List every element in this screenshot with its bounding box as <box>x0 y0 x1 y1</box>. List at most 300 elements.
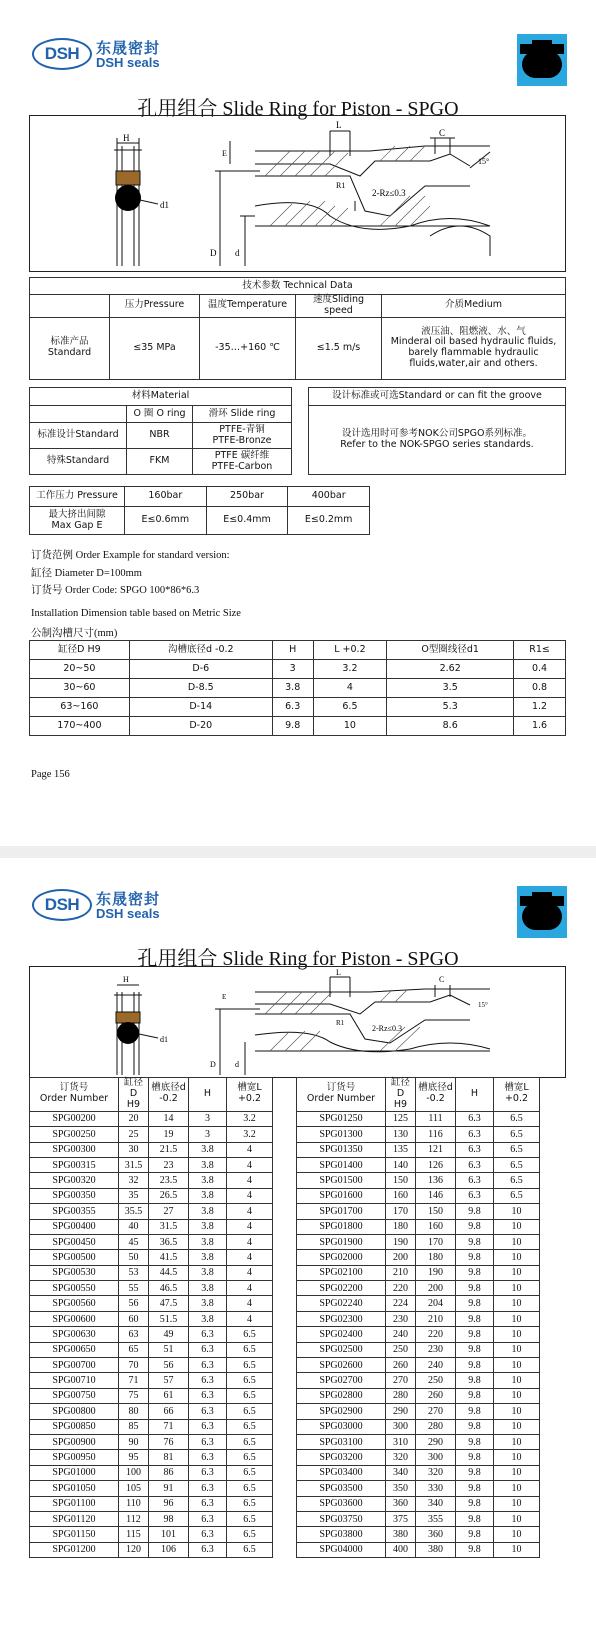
install-row-cell: 30~60 <box>30 679 130 698</box>
parts-row <box>30 1434 273 1449</box>
extrusion-gap-table <box>29 486 370 535</box>
label-d1: d1 <box>160 200 169 210</box>
parts-row-cell: 210 <box>416 1311 456 1326</box>
parts-row-cell: SPG00400 <box>30 1219 119 1234</box>
parts-row-cell: SPG02000 <box>297 1250 386 1265</box>
parts-row-cell: 76 <box>149 1434 189 1449</box>
parts-row-cell: SPG02500 <box>297 1342 386 1357</box>
groove-text: 设计选用时可参考NOK公司SPGO系列标准。 Refer to the NOK-SPGO series standards. <box>309 406 566 475</box>
parts-row-cell: 4 <box>227 1311 273 1326</box>
parts-row-cell: 6.5 <box>227 1327 273 1342</box>
parts-header: 槽宽L +0.2 <box>494 1078 540 1112</box>
parts-row-cell: 4 <box>227 1204 273 1219</box>
parts-row-cell: 355 <box>416 1511 456 1526</box>
parts-row-cell: SPG00850 <box>30 1419 119 1434</box>
tech-title: 技术参数 Technical Data <box>30 278 566 295</box>
parts-row-cell: 380 <box>386 1527 416 1542</box>
parts-row-cell: 340 <box>416 1496 456 1511</box>
label-h: H <box>123 975 129 984</box>
parts-row-cell: 10 <box>494 1373 540 1388</box>
parts-row <box>30 1111 273 1126</box>
parts-row-cell: 4 <box>227 1157 273 1172</box>
parts-row-cell: 6.3 <box>456 1142 494 1157</box>
parts-row-cell: SPG01350 <box>297 1142 386 1157</box>
parts-row <box>297 1142 540 1157</box>
parts-row-cell: 30 <box>119 1142 149 1157</box>
parts-row-cell: 9.8 <box>456 1527 494 1542</box>
parts-row-cell: SPG01500 <box>297 1173 386 1188</box>
parts-row-cell: 230 <box>416 1342 456 1357</box>
parts-row-cell: 63 <box>119 1327 149 1342</box>
parts-row-cell: SPG02800 <box>297 1388 386 1403</box>
parts-row-cell: 6.3 <box>189 1327 227 1342</box>
parts-row-cell: 3.8 <box>189 1204 227 1219</box>
gap-pressure: 250bar <box>206 487 288 507</box>
parts-row-cell: 10 <box>494 1542 540 1557</box>
parts-row-cell: 20 <box>119 1111 149 1126</box>
install-row-cell: D-14 <box>129 698 272 717</box>
technical-data-table <box>29 277 566 380</box>
parts-row-cell: 6.3 <box>456 1127 494 1142</box>
parts-header: 缸径D H9 <box>386 1078 416 1112</box>
parts-row-cell: SPG01250 <box>297 1111 386 1126</box>
parts-row-cell: 300 <box>416 1450 456 1465</box>
parts-row-cell: 71 <box>119 1373 149 1388</box>
parts-row-cell: 260 <box>416 1388 456 1403</box>
install-row-cell: 1.2 <box>514 698 566 717</box>
parts-row-cell: SPG01200 <box>30 1542 119 1557</box>
parts-row-cell: 6.5 <box>494 1111 540 1126</box>
parts-row-cell: 3 <box>189 1127 227 1142</box>
parts-row-cell: SPG02400 <box>297 1327 386 1342</box>
parts-row-cell: SPG01900 <box>297 1234 386 1249</box>
parts-row-cell: 115 <box>119 1527 149 1542</box>
parts-header: H <box>456 1078 494 1112</box>
label-c: C <box>439 128 446 138</box>
install-row <box>30 660 566 679</box>
parts-row-cell: 350 <box>386 1481 416 1496</box>
parts-row-cell: 6.3 <box>189 1373 227 1388</box>
parts-row-cell: 9.8 <box>456 1419 494 1434</box>
parts-row-cell: 3.8 <box>189 1250 227 1265</box>
parts-row <box>297 1450 540 1465</box>
parts-row-cell: 340 <box>386 1465 416 1480</box>
parts-row-cell: 4 <box>227 1188 273 1203</box>
label-r1: R1 <box>336 181 346 190</box>
parts-row-cell: 320 <box>386 1450 416 1465</box>
parts-row <box>297 1358 540 1373</box>
parts-row <box>30 1419 273 1434</box>
install-row-cell: 3.8 <box>272 679 313 698</box>
gap-pressure: 400bar <box>288 487 370 507</box>
logo-english-name: DSH seals <box>96 906 160 921</box>
parts-row-cell: SPG03750 <box>297 1511 386 1526</box>
parts-row-cell: 101 <box>149 1527 189 1542</box>
catalog-page-parts-list <box>0 858 596 1643</box>
install-row-cell: 20~50 <box>30 660 130 679</box>
parts-row-cell: 70 <box>119 1358 149 1373</box>
install-row-cell: 6.3 <box>272 698 313 717</box>
parts-row-cell: 9.8 <box>456 1327 494 1342</box>
parts-row-cell: SPG03000 <box>297 1419 386 1434</box>
install-row-cell: 2.62 <box>387 660 514 679</box>
parts-row-cell: 240 <box>416 1358 456 1373</box>
parts-row-cell: 10 <box>494 1358 540 1373</box>
parts-row-cell: 9.8 <box>456 1219 494 1234</box>
installation-dimension-table <box>29 640 566 736</box>
parts-row-cell: 3.8 <box>189 1281 227 1296</box>
parts-row-cell: 140 <box>386 1157 416 1172</box>
material-row-slide: PTFE-青铜 PTFE-Bronze <box>193 423 292 449</box>
label-l: L <box>336 968 341 977</box>
parts-row-cell: 10 <box>494 1511 540 1526</box>
parts-row-cell: 10 <box>494 1296 540 1311</box>
parts-row <box>297 1157 540 1172</box>
parts-row <box>297 1173 540 1188</box>
parts-row-cell: 180 <box>416 1250 456 1265</box>
order-example-line2: 缸径 Diameter D=100mm <box>31 568 142 579</box>
parts-row-cell: SPG00800 <box>30 1404 119 1419</box>
parts-row-cell: 230 <box>386 1311 416 1326</box>
parts-row-cell: 380 <box>416 1542 456 1557</box>
parts-row-cell: 6.5 <box>494 1127 540 1142</box>
parts-row-cell: SPG00710 <box>30 1373 119 1388</box>
parts-row-cell: SPG02600 <box>297 1358 386 1373</box>
parts-row-cell: SPG02200 <box>297 1281 386 1296</box>
parts-row <box>30 1234 273 1249</box>
parts-row-cell: SPG00530 <box>30 1265 119 1280</box>
parts-row-cell: 6.3 <box>189 1404 227 1419</box>
parts-row-cell: 9.8 <box>456 1434 494 1449</box>
parts-row <box>30 1173 273 1188</box>
logo-mark: DSH <box>32 889 92 921</box>
page-title: 孔用组合 Slide Ring for Piston - SPGO <box>137 98 459 120</box>
parts-row-cell: 35.5 <box>119 1204 149 1219</box>
install-row <box>30 698 566 717</box>
parts-row-cell: 125 <box>386 1111 416 1126</box>
parts-row-cell: 9.8 <box>456 1281 494 1296</box>
parts-row <box>30 1265 273 1280</box>
material-header-blank <box>30 406 127 423</box>
parts-row <box>297 1434 540 1449</box>
tech-header-temperature: 温度Temperature <box>200 295 296 318</box>
parts-row-cell: 375 <box>386 1511 416 1526</box>
seal-drawing-svg <box>30 116 565 271</box>
parts-row <box>30 1527 273 1542</box>
parts-row <box>297 1527 540 1542</box>
parts-header: 槽底径d -0.2 <box>416 1078 456 1112</box>
parts-row-cell: 135 <box>386 1142 416 1157</box>
parts-row-cell: 90 <box>119 1434 149 1449</box>
parts-row-cell: SPG03500 <box>297 1481 386 1496</box>
parts-row-cell: 4 <box>227 1219 273 1234</box>
parts-row-cell: 4 <box>227 1281 273 1296</box>
parts-row-cell: SPG02240 <box>297 1296 386 1311</box>
parts-row <box>30 1342 273 1357</box>
install-body <box>30 660 566 736</box>
parts-row-cell: 6.5 <box>227 1481 273 1496</box>
parts-row-cell: 36.5 <box>149 1234 189 1249</box>
parts-row-cell: 46.5 <box>149 1281 189 1296</box>
parts-row <box>30 1404 273 1419</box>
parts-row-cell: 3.2 <box>227 1127 273 1142</box>
label-small-d: d <box>235 1060 239 1069</box>
gap-label-gap: 最大挤出间隙 Max Gap E <box>30 507 125 535</box>
parts-row <box>30 1542 273 1557</box>
parts-row-cell: 260 <box>386 1358 416 1373</box>
tech-header-blank <box>30 295 110 318</box>
order-example-line3: 订货号 Order Code: SPGO 100*86*6.3 <box>31 585 200 596</box>
parts-row-cell: 10 <box>494 1250 540 1265</box>
label-angle: 15° <box>478 157 490 166</box>
parts-row-cell: 130 <box>386 1127 416 1142</box>
parts-row-cell: 4 <box>227 1250 273 1265</box>
parts-row-cell: SPG00650 <box>30 1342 119 1357</box>
parts-row-cell: SPG00560 <box>30 1296 119 1311</box>
parts-row-cell: 96 <box>149 1496 189 1511</box>
parts-row <box>30 1496 273 1511</box>
parts-row-cell: 56 <box>119 1296 149 1311</box>
install-row-cell: 0.8 <box>514 679 566 698</box>
parts-row-cell: 65 <box>119 1342 149 1357</box>
parts-table-right <box>296 1077 540 1558</box>
parts-row-cell: 23 <box>149 1157 189 1172</box>
parts-row-cell: 6.5 <box>227 1465 273 1480</box>
parts-row-cell: SPG01600 <box>297 1188 386 1203</box>
parts-row-cell: 98 <box>149 1511 189 1526</box>
label-rz: 2-Rz≤0.3 <box>372 188 406 198</box>
label-d1: d1 <box>160 1035 168 1044</box>
tech-pressure: ≤35 MPa <box>110 317 200 379</box>
parts-row <box>297 1265 540 1280</box>
parts-row-cell: 6.5 <box>494 1142 540 1157</box>
parts-header: 槽底径d -0.2 <box>149 1078 189 1112</box>
parts-row-cell: 21.5 <box>149 1142 189 1157</box>
parts-row <box>30 1450 273 1465</box>
parts-row-cell: SPG00315 <box>30 1157 119 1172</box>
parts-row <box>30 1127 273 1142</box>
parts-row-cell: 6.5 <box>494 1173 540 1188</box>
tech-header-medium: 介质Medium <box>382 295 566 318</box>
parts-row-cell: 6.3 <box>189 1358 227 1373</box>
parts-row-cell: 9.8 <box>456 1358 494 1373</box>
parts-row <box>297 1342 540 1357</box>
parts-row-cell: 6.3 <box>456 1173 494 1188</box>
parts-row-cell: 6.3 <box>189 1450 227 1465</box>
parts-table-left <box>29 1077 273 1558</box>
parts-row <box>297 1281 540 1296</box>
parts-row-cell: 6.3 <box>189 1342 227 1357</box>
material-row-oring: NBR <box>127 423 193 449</box>
parts-row-cell: 9.8 <box>456 1265 494 1280</box>
groove-title: 设计标准或可选Standard or can fit the groove <box>309 388 566 406</box>
parts-row-cell: 111 <box>416 1111 456 1126</box>
material-row-label: 特殊Standard <box>30 449 127 475</box>
parts-row-cell: 80 <box>119 1404 149 1419</box>
parts-row-cell: SPG03600 <box>297 1496 386 1511</box>
parts-row <box>30 1296 273 1311</box>
parts-row-cell: 9.8 <box>456 1465 494 1480</box>
parts-right-body <box>297 1111 540 1557</box>
parts-row <box>30 1250 273 1265</box>
gap-value: E≤0.2mm <box>288 507 370 535</box>
parts-row-cell: 23.5 <box>149 1173 189 1188</box>
install-row-cell: 5.3 <box>387 698 514 717</box>
parts-row-cell: SPG03100 <box>297 1434 386 1449</box>
parts-row-cell: 31.5 <box>149 1219 189 1234</box>
parts-row-cell: 4 <box>227 1142 273 1157</box>
parts-row <box>30 1373 273 1388</box>
parts-row <box>30 1481 273 1496</box>
parts-row-cell: 110 <box>119 1496 149 1511</box>
install-row-cell: 3.2 <box>313 660 387 679</box>
parts-row-cell: 6.3 <box>189 1527 227 1542</box>
parts-row-cell: 6.5 <box>227 1450 273 1465</box>
parts-row-cell: 10 <box>494 1434 540 1449</box>
parts-row-cell: SPG01800 <box>297 1219 386 1234</box>
parts-row-cell: 3.8 <box>189 1173 227 1188</box>
tech-header-pressure: 压力Pressure <box>110 295 200 318</box>
parts-row <box>30 1511 273 1526</box>
label-angle: 15° <box>478 1001 488 1009</box>
parts-row-cell: 10 <box>494 1204 540 1219</box>
logo-chinese-name: 东晟密封 <box>96 39 161 57</box>
install-row-cell: 63~160 <box>30 698 130 717</box>
parts-row-cell: 91 <box>149 1481 189 1496</box>
install-row-cell: 170~400 <box>30 717 130 736</box>
parts-row-cell: 57 <box>149 1373 189 1388</box>
seal-profile-icon <box>517 34 567 86</box>
parts-row-cell: 85 <box>119 1419 149 1434</box>
parts-row-cell: SPG02100 <box>297 1265 386 1280</box>
parts-row-cell: 3.8 <box>189 1188 227 1203</box>
material-row-label: 标准设计Standard <box>30 423 127 449</box>
install-heading: Installation Dimension table based on Metric Size <box>31 608 241 619</box>
parts-row <box>297 1496 540 1511</box>
parts-header: 订货号 Order Number <box>30 1078 119 1112</box>
parts-header: 槽宽L +0.2 <box>227 1078 273 1112</box>
parts-row-cell: 220 <box>386 1281 416 1296</box>
parts-row-cell: 66 <box>149 1404 189 1419</box>
parts-row-cell: 146 <box>416 1188 456 1203</box>
parts-row <box>297 1234 540 1249</box>
parts-row-cell: SPG01000 <box>30 1465 119 1480</box>
parts-row-cell: 95 <box>119 1450 149 1465</box>
parts-row-cell: SPG01400 <box>297 1157 386 1172</box>
parts-row <box>30 1465 273 1480</box>
install-row-cell: 3.5 <box>387 679 514 698</box>
parts-row-cell: 26.5 <box>149 1188 189 1203</box>
parts-row-cell: 3 <box>189 1111 227 1126</box>
tech-row-label: 标准产品 Standard <box>30 317 110 379</box>
parts-row-cell: 250 <box>386 1342 416 1357</box>
parts-row-cell: 10 <box>494 1496 540 1511</box>
label-small-d: d <box>235 248 240 258</box>
parts-row <box>297 1219 540 1234</box>
install-header: R1≤ <box>514 641 566 660</box>
parts-row-cell: SPG04000 <box>297 1542 386 1557</box>
parts-row-cell: 6.5 <box>227 1342 273 1357</box>
parts-row-cell: 10 <box>494 1234 540 1249</box>
label-h: H <box>123 133 130 143</box>
parts-row-cell: 126 <box>416 1157 456 1172</box>
parts-row-cell: 6.3 <box>456 1111 494 1126</box>
label-e: E <box>222 993 227 1001</box>
parts-row-cell: 360 <box>416 1527 456 1542</box>
parts-row-cell: 400 <box>386 1542 416 1557</box>
gap-value: E≤0.4mm <box>206 507 288 535</box>
parts-row-cell: 106 <box>149 1542 189 1557</box>
parts-row <box>297 1327 540 1342</box>
parts-row <box>30 1358 273 1373</box>
label-rz: 2-Rz≤0.3 <box>372 1024 402 1033</box>
parts-header: 订货号 Order Number <box>297 1078 386 1112</box>
install-row-cell: 6.5 <box>313 698 387 717</box>
parts-row-cell: 9.8 <box>456 1496 494 1511</box>
parts-row-cell: 9.8 <box>456 1204 494 1219</box>
parts-row-cell: 71 <box>149 1419 189 1434</box>
parts-row-cell: 61 <box>149 1388 189 1403</box>
parts-row-cell: SPG00320 <box>30 1173 119 1188</box>
parts-row-cell: 9.8 <box>456 1342 494 1357</box>
parts-row-cell: 10 <box>494 1527 540 1542</box>
tech-speed: ≤1.5 m/s <box>296 317 382 379</box>
parts-row <box>30 1281 273 1296</box>
parts-row-cell: 75 <box>119 1388 149 1403</box>
install-header: 沟槽底径d -0.2 <box>129 641 272 660</box>
parts-row-cell: 55 <box>119 1281 149 1296</box>
parts-row-cell: 204 <box>416 1296 456 1311</box>
parts-row-cell: 4 <box>227 1265 273 1280</box>
parts-row-cell: 9.8 <box>456 1250 494 1265</box>
install-header: O型圈线径d1 <box>387 641 514 660</box>
parts-row-cell: 6.5 <box>227 1434 273 1449</box>
seal-drawing <box>29 115 566 272</box>
parts-row-cell: 330 <box>416 1481 456 1496</box>
parts-row-cell: 31.5 <box>119 1157 149 1172</box>
tech-temperature: -35…+160 ℃ <box>200 317 296 379</box>
parts-row-cell: 270 <box>416 1404 456 1419</box>
parts-row <box>297 1127 540 1142</box>
parts-row-cell: 51.5 <box>149 1311 189 1326</box>
parts-row-cell: 86 <box>149 1465 189 1480</box>
parts-row-cell: 120 <box>119 1542 149 1557</box>
parts-row-cell: 6.5 <box>227 1388 273 1403</box>
parts-row-cell: 6.3 <box>189 1542 227 1557</box>
parts-row-cell: 224 <box>386 1296 416 1311</box>
parts-header: H <box>189 1078 227 1112</box>
parts-row-cell: 3.8 <box>189 1142 227 1157</box>
parts-row-cell: 50 <box>119 1250 149 1265</box>
parts-header: 缸径D H9 <box>119 1078 149 1112</box>
material-header-slide: 滑环 Slide ring <box>193 406 292 423</box>
parts-row-cell: 160 <box>416 1219 456 1234</box>
parts-row-cell: 6.3 <box>189 1419 227 1434</box>
parts-row-cell: 280 <box>416 1419 456 1434</box>
material-row-slide: PTFE 碳纤维 PTFE-Carbon <box>193 449 292 475</box>
parts-row-cell: SPG01150 <box>30 1527 119 1542</box>
parts-row-cell: 3.8 <box>189 1265 227 1280</box>
parts-row-cell: 6.5 <box>227 1419 273 1434</box>
parts-row <box>297 1419 540 1434</box>
parts-row-cell: 3.2 <box>227 1111 273 1126</box>
install-row-cell: 0.4 <box>514 660 566 679</box>
parts-row-cell: 4 <box>227 1234 273 1249</box>
tech-header-speed: 速度Sliding speed <box>296 295 382 318</box>
parts-row-cell: 170 <box>386 1204 416 1219</box>
parts-row <box>297 1511 540 1526</box>
parts-row-cell: 6.3 <box>189 1511 227 1526</box>
